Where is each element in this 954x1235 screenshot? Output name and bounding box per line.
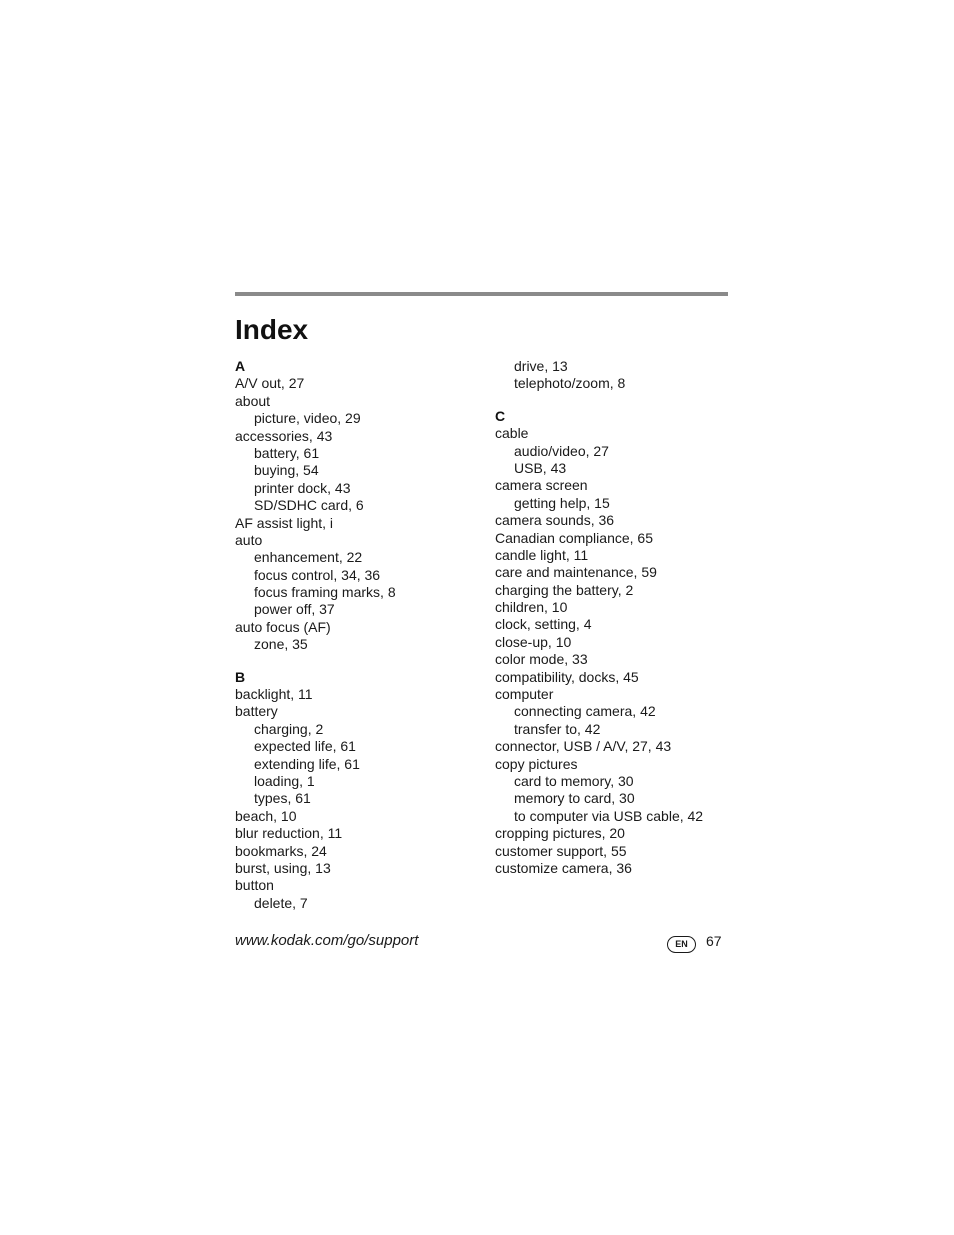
index-entry: computer — [495, 686, 554, 703]
index-subentry: printer dock, 43 — [254, 479, 351, 496]
index-entry: charging the battery, 2 — [495, 581, 634, 598]
index-entry: cable — [495, 425, 529, 442]
index-entry: button — [235, 877, 274, 894]
index-entry: auto focus (AF) — [235, 618, 331, 635]
index-entry: about — [235, 392, 271, 409]
index-entry: A/V out, 27 — [235, 375, 305, 392]
index-subentry: transfer to, 42 — [514, 720, 601, 737]
index-entry: copy pictures — [495, 755, 578, 772]
index-subentry: focus control, 34, 36 — [254, 566, 381, 583]
section-letter: A — [235, 358, 246, 374]
index-entry: customize camera, 36 — [495, 859, 632, 876]
index-entry: bookmarks, 24 — [235, 842, 327, 859]
index-entry: candle light, 11 — [495, 546, 589, 563]
index-entry: burst, using, 13 — [235, 859, 331, 876]
section-gap — [495, 393, 750, 408]
index-subentry: charging, 2 — [254, 720, 324, 737]
index-entry: blur reduction, 11 — [235, 825, 343, 842]
index-entry: backlight, 11 — [235, 686, 313, 703]
index-entry: beach, 10 — [235, 807, 297, 824]
index-subentry: extending life, 61 — [254, 755, 360, 772]
index-subentry: focus framing marks, 8 — [254, 584, 396, 601]
index-subentry: USB, 43 — [514, 459, 567, 476]
index-subentry: expected life, 61 — [254, 738, 356, 755]
index-entry: customer support, 55 — [495, 842, 627, 859]
index-entry: compatibility, docks, 45 — [495, 668, 639, 685]
page-title: Index — [235, 314, 309, 345]
index-subentry: audio/video, 27 — [514, 442, 609, 459]
section-letter: B — [235, 668, 246, 685]
index-subentry: zone, 35 — [254, 636, 308, 653]
index-entry: battery — [235, 703, 278, 720]
index-column-left — [235, 358, 490, 912]
index-entry: AF assist light, i — [235, 514, 334, 531]
index-entry: care and maintenance, 59 — [495, 564, 657, 581]
index-entry: accessories, 43 — [235, 427, 333, 444]
section-letter: C — [495, 407, 506, 424]
index-column-right — [495, 358, 750, 877]
language-badge: EN — [667, 936, 696, 953]
section-gap — [235, 654, 490, 669]
index-entry: clock, setting, 4 — [495, 616, 592, 633]
footer-support-url[interactable]: www.kodak.com/go/support — [235, 932, 419, 949]
index-subentry: battery, 61 — [254, 444, 320, 461]
index-entry: cropping pictures, 20 — [495, 825, 625, 842]
index-subentry: connecting camera, 42 — [514, 703, 656, 720]
index-subentry: power off, 37 — [254, 601, 335, 618]
index-entry: children, 10 — [495, 599, 568, 616]
index-subentry: picture, video, 29 — [254, 410, 361, 427]
index-subentry: to computer via USB cable, 42 — [514, 807, 704, 824]
index-subentry: card to memory, 30 — [514, 772, 634, 789]
index-entry: Canadian compliance, 65 — [495, 529, 653, 546]
page-number: 67 — [706, 933, 722, 949]
index-subentry: enhancement, 22 — [254, 549, 363, 566]
index-subentry: types, 61 — [254, 790, 311, 807]
index-subentry: telephoto/zoom, 8 — [514, 375, 626, 392]
index-subentry: loading, 1 — [254, 772, 315, 789]
index-subentry: getting help, 15 — [514, 494, 610, 511]
index-entry: close-up, 10 — [495, 633, 572, 650]
index-subentry: SD/SDHC card, 6 — [254, 497, 364, 514]
index-entry: connector, USB / A/V, 27, 43 — [495, 738, 672, 755]
index-entry: camera sounds, 36 — [495, 512, 615, 529]
index-entry: auto — [235, 531, 263, 548]
index-subentry: delete, 7 — [254, 894, 308, 911]
index-entry: camera screen — [495, 477, 588, 494]
index-subentry: buying, 54 — [254, 462, 319, 479]
header-rule — [235, 292, 728, 296]
index-entry: color mode, 33 — [495, 651, 588, 668]
index-subentry: drive, 13 — [514, 358, 568, 374]
index-subentry: memory to card, 30 — [514, 790, 635, 807]
